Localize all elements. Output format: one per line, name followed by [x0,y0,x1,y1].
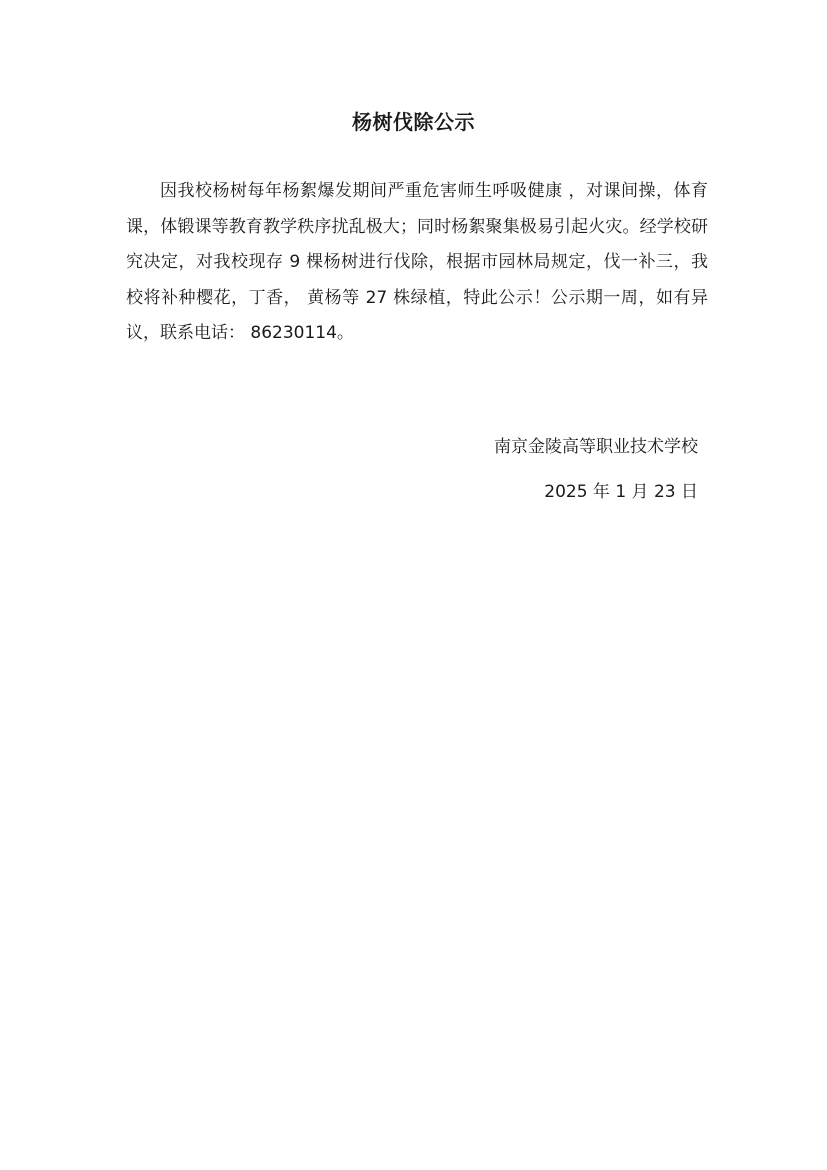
signature-organization: 南京金陵高等职业技术学校 [494,437,698,457]
page-title: 杨树伐除公示 [352,110,475,134]
signature-date: 2025 年 1 月 23 日 [544,482,698,502]
notice-body [126,174,708,352]
notice-paragraph: 因我校杨树每年杨絮爆发期间严重危害师生呼吸健康 ，对课间操，体育课，体锻课等教育教学秩序扰乱极大；同时杨絮聚集极易引起火灾。经学校研究决定，对我校现存 9 棵杨树进行伐除，根据市园林局规定，伐一补三，我校将补种樱花，丁香， 黄杨等 27 株绿植，特此公示！公示期一周，如有异议，联系电话： 86230114。 [126,181,708,343]
